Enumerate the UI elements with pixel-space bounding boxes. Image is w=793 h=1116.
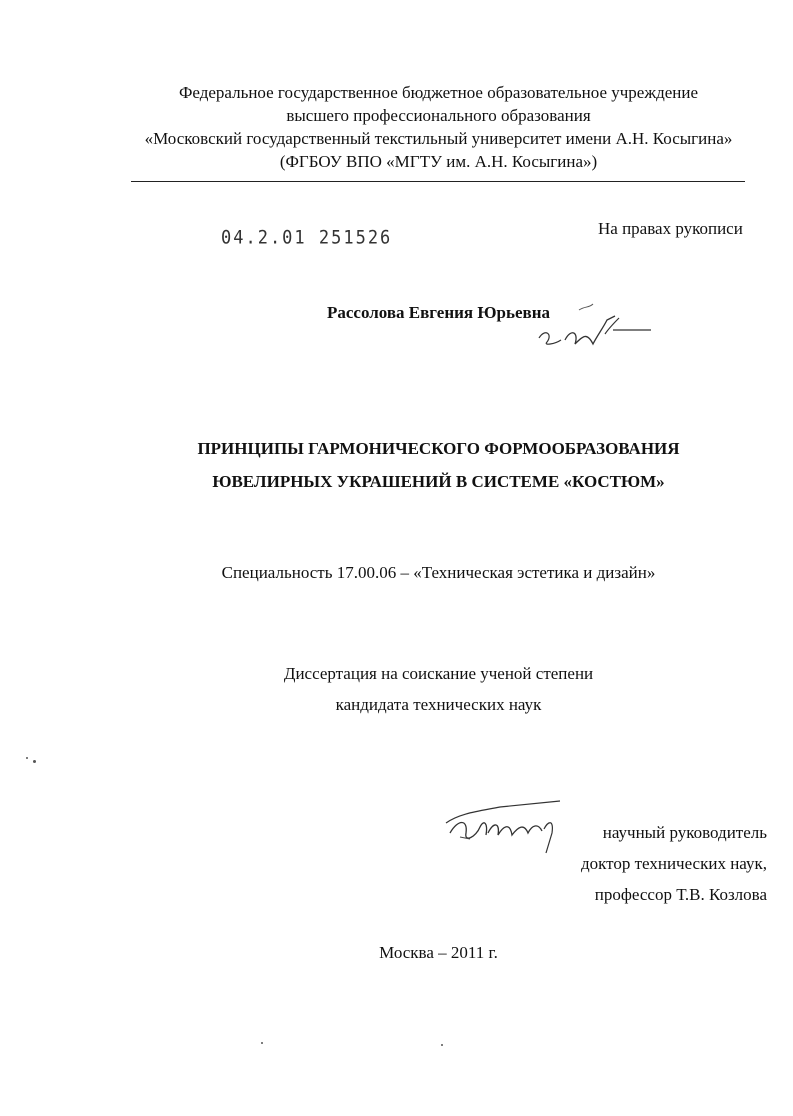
scan-speck: [441, 1044, 443, 1046]
dissertation-title: [0, 432, 793, 498]
institution-line: Федеральное государственное бюджетное образовательное учреждение: [178, 83, 699, 102]
degree-line: кандидата технических наук: [335, 695, 542, 714]
scan-speck: [33, 760, 36, 763]
institution-line: высшего профессионального образования: [286, 106, 591, 125]
degree-statement: [0, 658, 793, 720]
rights-notice: На правах рукописи: [598, 219, 743, 238]
institution-header: [0, 81, 793, 173]
registration-stamp: 04.2.01 251526: [221, 227, 393, 249]
supervisor-line: профессор Т.В. Козлова: [594, 885, 767, 904]
title-line: ПРИНЦИПЫ ГАРМОНИЧЕСКОГО ФОРМООБРАЗОВАНИЯ: [197, 439, 680, 458]
specialty-line: Специальность 17.00.06 – «Техническая эстетика и дизайн»: [221, 563, 656, 582]
institution-line: (ФГБОУ ВПО «МГТУ им. А.Н. Косыгина»): [279, 152, 598, 171]
header-divider: [131, 181, 745, 182]
supervisor-block: [520, 817, 767, 910]
author-name: Рассолова Евгения Юрьевна: [326, 303, 550, 322]
scan-speck: [261, 1042, 263, 1044]
scan-speck: [26, 757, 28, 759]
degree-line: Диссертация на соискание ученой степени: [283, 664, 594, 683]
supervisor-line: научный руководитель: [602, 823, 767, 842]
institution-line: «Московский государственный текстильный университет имени А.Н. Косыгина»: [144, 129, 733, 148]
supervisor-line: доктор технических наук,: [580, 854, 767, 873]
title-line: ЮВЕЛИРНЫХ УКРАШЕНИЙ В СИСТЕМЕ «КОСТЮМ»: [212, 472, 665, 491]
author-signature: [535, 298, 655, 358]
city-year: Москва – 2011 г.: [379, 943, 498, 962]
